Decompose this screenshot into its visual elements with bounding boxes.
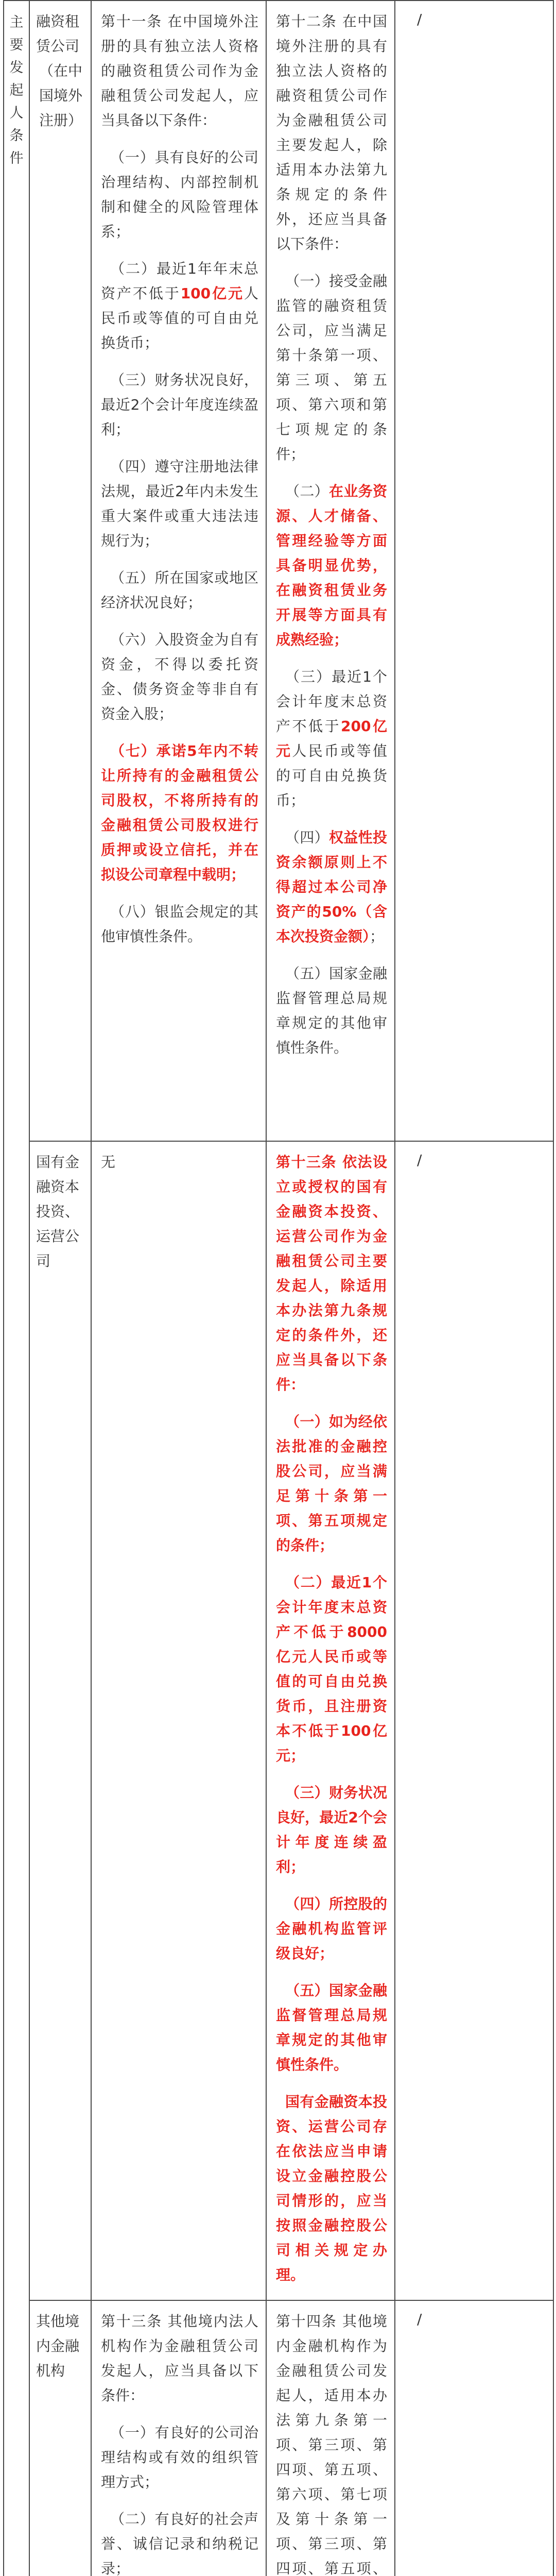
provision-text: （二）最近1年年末总资产不低于 (101, 260, 258, 302)
provision-text: 人民币或等值的可自由兑换货币； (276, 742, 387, 809)
remark-text: / (417, 11, 422, 28)
highlighted-change: 权益性投资余额原则上不得超过本公司净资产的50%（含本次投资金额） (276, 829, 387, 945)
provision-text: 第十三条 其他境内法人机构作为金融租赁公司发起人，应当具备以下条件： (101, 2313, 258, 2404)
provision-text: （五）所在国家或地区经济状况良好； (101, 569, 258, 611)
subject-cell (29, 2300, 91, 2576)
category-cell (4, 1, 29, 2576)
provision-paragraph (101, 368, 258, 442)
highlighted-change: （三）财务状况良好，最近2个会计年度连续盈利； (276, 1784, 387, 1875)
highlighted-change: 国有金融资本投资、运营公司存在依法应当申请设立金融控股公司情形的，应当按照金融控股公司相关规定办理。 (276, 2093, 387, 2283)
highlighted-change: 在业务资源、人才储备、管理经验等方面具备明显优势，在融资租赁业务开展等方面具有成熟经验； (276, 483, 387, 648)
provision-text: 人民币或等值的可自由兑换货币； (101, 285, 258, 351)
provision-paragraph (101, 628, 258, 726)
provision-paragraph (276, 665, 387, 813)
highlighted-change: （一）如为经依法批准的金融控股公司，应当满足第十条第一项、第五项规定的条件； (276, 1413, 387, 1554)
remark-cell (395, 2300, 553, 2576)
provision-paragraph (276, 1410, 387, 1558)
category-char: 起 (9, 82, 24, 98)
provision-text: ； (370, 928, 385, 945)
new-provision-cell (266, 2300, 395, 2576)
provision-paragraph (276, 1781, 387, 1879)
subject-label: 融资租赁公司 (36, 13, 80, 55)
provision-paragraph (276, 1892, 387, 1966)
provision-text: （三）最近1个会计年度末总资产不低于 (276, 668, 387, 735)
highlighted-change: 100亿元 (180, 285, 244, 302)
provision-text: （六）入股资金为自有资金，不得以委托资金、债务资金等非自有资金入股； (101, 631, 258, 722)
provision-paragraph (276, 1978, 387, 2077)
category-char: 件 (9, 150, 24, 166)
subject-cell (29, 1, 91, 1141)
table-row-financial-leasing-company (4, 1, 553, 1141)
provision-text: （三）财务状况良好，最近2个会计年度连续盈利； (101, 371, 258, 438)
subject-cell (29, 1141, 91, 2300)
provision-paragraph (101, 257, 258, 355)
category-label (4, 11, 29, 170)
provision-text: （二）有良好的社会声誉、诚信记录和纳税记录； (101, 2511, 258, 2576)
provision-text: （八）银监会规定的其他审慎性条件。 (101, 903, 258, 945)
provision-text: （四） (285, 829, 329, 846)
provision-paragraph (276, 9, 387, 257)
old-provision-cell (91, 1, 266, 1141)
highlighted-change: （二）最近1个会计年度末总资产不低于8000亿元人民币或等值的可自由兑换货币，且注册资本不低于100亿元； (276, 1574, 387, 1764)
highlighted-change: （四）所控股的金融机构监管评级良好； (276, 1895, 387, 1962)
table-row-other-domestic-institution (4, 2300, 553, 2576)
provision-text: （二） (285, 483, 329, 500)
highlighted-change: （七）承诺5年内不转让所持有的金融租赁公司股权，不将所持有的金融租赁公司股权进行质押或设立信托，并在拟设公司章程中载明； (101, 742, 258, 883)
highlighted-change: 200亿元 (276, 718, 387, 759)
provision-text: （四）遵守注册地法律法规，最近2年内未发生重大案件或重大违法违规行为； (101, 458, 258, 549)
provision-text: （一）有良好的公司治理结构或有效的组织管理方式； (101, 2424, 258, 2490)
new-provision-cell (266, 1141, 395, 2300)
provision-paragraph (101, 2507, 258, 2576)
new-provision-cell (266, 1, 395, 1141)
provision-paragraph (101, 2420, 258, 2495)
provision-paragraph (276, 825, 387, 949)
provision-text: 第十一条 在中国境外注册的具有独立法人资格的融资租赁公司作为金融租赁公司发起人，应当具备以下条件： (101, 13, 258, 129)
category-char: 条 (9, 128, 24, 144)
provision-paragraph (276, 961, 387, 1060)
remark-cell (395, 1, 553, 1141)
remark-text: / (417, 2311, 422, 2328)
regulation-comparison-table (3, 0, 554, 2576)
provision-paragraph (101, 145, 258, 244)
remark-text: / (417, 1151, 422, 1168)
provision-text: （五）国家金融监督管理总局规章规定的其他审慎性条件。 (276, 965, 387, 1056)
provision-paragraph (101, 454, 258, 553)
provision-paragraph (276, 1570, 387, 1768)
category-char: 发 (9, 60, 24, 76)
provision-paragraph (101, 900, 258, 949)
provision-paragraph (101, 9, 258, 133)
provision-text: 第十四条 其他境内金融机构作为金融租赁公司发起人，适用本办法第九条第一项、第三项、第四项、第五项、第六项、第七项及第十条第一项、第三项、第四项、第五项、 (276, 2313, 387, 2576)
category-char: 主 (9, 14, 24, 30)
old-provision-cell (91, 1141, 266, 2300)
provision-paragraph (101, 739, 258, 887)
subject-note: （在中国境外注册） (39, 62, 82, 129)
old-provision-cell (91, 2300, 266, 2576)
provision-text: 第十二条 在中国境外注册的具有独立法人资格的融资租赁公司作为金融租赁公司主要发起人，除适用本办法第九条规定的条件外，还应当具备以下条件： (276, 13, 387, 252)
provision-text: （一）接受金融监管的融资租赁公司，应当满足第十条第一项、第三项、第五项、第六项和第七项规定的条件； (276, 273, 387, 463)
subject-label: 其他境内金融机构 (36, 2313, 80, 2379)
table-row-state-capital-company (4, 1141, 553, 2300)
provision-text: 无 (101, 1154, 116, 1171)
subject-label: 国有金融资本投资、运营公司 (36, 1154, 80, 1269)
provision-paragraph (276, 2309, 387, 2576)
provision-paragraph (276, 479, 387, 652)
highlighted-change: （五）国家金融监督管理总局规章规定的其他审慎性条件。 (276, 1982, 387, 2073)
provision-paragraph (276, 1150, 387, 1397)
remark-cell (395, 1141, 553, 2300)
category-char: 要 (9, 37, 24, 53)
provision-paragraph (101, 1150, 258, 1175)
provision-paragraph (276, 269, 387, 467)
highlighted-change: 第十三条 依法设立或授权的国有金融资本投资、运营公司作为金融租赁公司主要发起人，除适用本办法第九条规定的条件外，还应当具备以下条件： (276, 1154, 387, 1393)
category-char: 人 (9, 105, 24, 121)
provision-paragraph (276, 2090, 387, 2287)
provision-paragraph (101, 2309, 258, 2408)
provision-paragraph (101, 566, 258, 615)
provision-text: （一）具有良好的公司治理结构、内部控制机制和健全的风险管理体系； (101, 149, 258, 240)
